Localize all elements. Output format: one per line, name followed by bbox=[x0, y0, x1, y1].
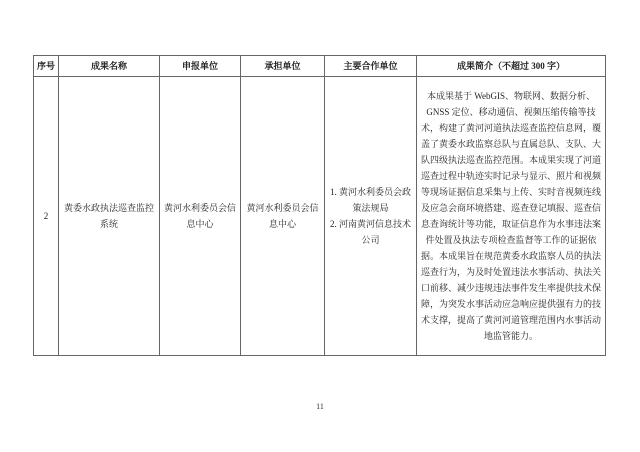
header-summary: 成果简介（不超过 300 字） bbox=[417, 56, 606, 77]
table-header-row bbox=[34, 56, 606, 77]
partner-item: 2. 河南黄河信息技术公司 bbox=[329, 219, 411, 245]
cell-undertaking-unit: 黄河水利委员会信息中心 bbox=[241, 77, 325, 356]
header-achievement-name: 成果名称 bbox=[59, 56, 160, 77]
page-number: 11 bbox=[316, 402, 324, 411]
results-table bbox=[33, 55, 606, 356]
header-index: 序号 bbox=[34, 56, 59, 77]
header-declaring-unit: 申报单位 bbox=[160, 56, 241, 77]
cell-index: 2 bbox=[34, 77, 59, 356]
cell-achievement-name: 黄委水政执法巡查监控系统 bbox=[59, 77, 160, 356]
table-row bbox=[34, 77, 606, 356]
cell-summary: 本成果基于 WebGIS、物联网、数据分析、GNSS 定位、移动通信、视频压缩传输等技术，构建了黄河河道执法巡查监控信息网，覆盖了黄委水政监察总队与直属总队、支队、大队四级执法巡查监控范围。本成果实现了河道巡查过程中轨迹实时记录与显示、照片和视频等现场证据信息采集与上传、实时音视频连线及应急会商环境搭建、巡查登记填报、巡查信息查询统计等功能，取证信息作为水事违法案件处置及执法专项检查监督等工作的证据依据。本成果旨在规范黄委水政监察人员的执法巡查行为，为及时处置违法水事活动、执法关口前移、减少违规违法事件发生率提供技术保障，为突发水事活动应急响应提供强有力的技术支撑，提高了黄河河道管理范围内水事活动地监管能力。 bbox=[417, 77, 606, 356]
header-partners: 主要合作单位 bbox=[325, 56, 417, 77]
cell-partners bbox=[325, 77, 417, 356]
cell-declaring-unit: 黄河水利委员会信息中心 bbox=[160, 77, 241, 356]
partner-item: 1. 黄河水利委员会政策法规局 bbox=[329, 187, 411, 213]
header-undertaking-unit: 承担单位 bbox=[241, 56, 325, 77]
